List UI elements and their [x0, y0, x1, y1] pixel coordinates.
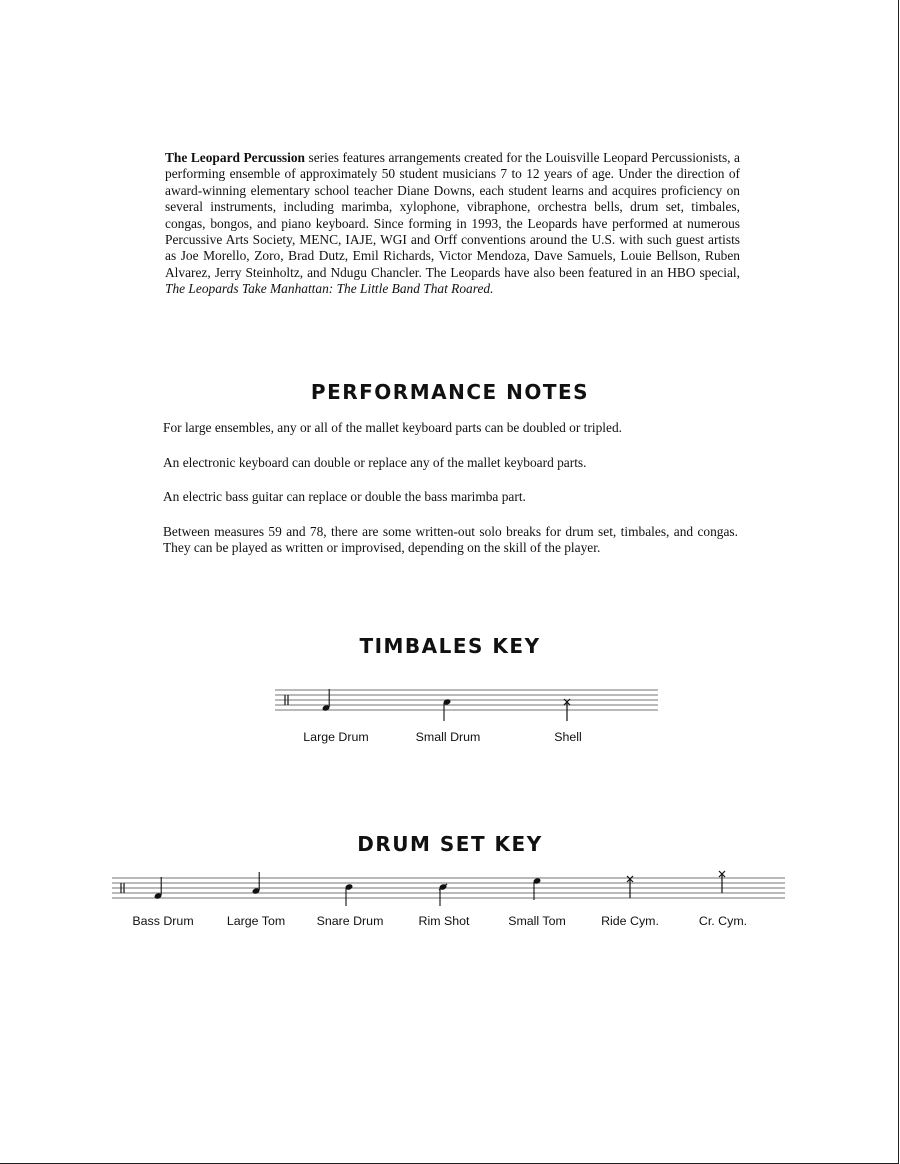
performance-note: An electric bass guitar can replace or double the bass marimba part. [163, 489, 526, 504]
note-small-tom [533, 877, 542, 900]
performance-note: Between measures 59 and 78, there are some written-out solo breaks for drum set, timbales, and congas. They can be played as written or improvised, depending on the skill of the player. [163, 524, 738, 556]
drum-label-crash-cymbal: Cr. Cym. [698, 914, 748, 928]
timbales-staff [0, 680, 900, 730]
performance-note: An electronic keyboard can double or replace any of the mallet keyboard parts. [163, 455, 587, 470]
timbales-label-large-drum: Large Drum [303, 730, 369, 744]
intro-text: series features arrangements created for the Louisville Leopard Percussionists, a performing ensemble of approximately 50 student musicians 7 to 12 years of age. Under the direction of award-winning elementary school teacher Diane Downs, each student learns and acquires proficiency on several instruments, including marimba, xylophone, vibraphone, orchestra bells, drum set, timbales, congas, bongos, and piano keyboard. Since forming in 1993, the Leopards have performed at numerous Percussive Arts Society, MENC, IAJE, WGI and Orff conventions around the U.S. with such guest artists as Joe Morello, Zoro, Brad Dutz, Emil Richards, Victor Mendoza, Dave Samuels, Louie Bellson, Ruben Alvarez, Jerry Steinholtz, and Ndugu Chancler. The Leopards have also been featured in an HBO special, [165, 150, 740, 280]
timbales-label-small-drum: Small Drum [415, 730, 481, 744]
drum-set-key-heading: DRUM SET KEY [357, 832, 543, 856]
drum-label-bass-drum: Bass Drum [132, 914, 194, 928]
drum-label-snare-drum: Snare Drum [316, 914, 384, 928]
intro-bold-lead: The Leopard Percussion [165, 150, 305, 165]
intro-italic-title: The Leopards Take Manhattan: The Little Band That Roared. [165, 281, 494, 297]
performance-notes-heading: PERFORMANCE NOTES [310, 380, 590, 404]
drum-label-rim-shot: Rim Shot [418, 914, 470, 928]
drum-label-small-tom: Small Tom [508, 914, 566, 928]
drum-label-large-tom: Large Tom [226, 914, 286, 928]
intro-paragraph [165, 150, 740, 298]
note-rim-shot [439, 883, 448, 906]
drum-label-ride-cymbal: Ride Cym. [601, 914, 659, 928]
note-snare-drum [345, 883, 354, 906]
timbales-key-heading: TIMBALES KEY [359, 634, 541, 658]
drum-set-staff [0, 866, 900, 916]
note-ride-cymbal [627, 876, 633, 898]
note-crash-cymbal [719, 871, 725, 893]
timbales-label-shell: Shell [554, 730, 582, 744]
performance-note: For large ensembles, any or all of the mallet keyboard parts can be doubled or tripled. [163, 420, 622, 435]
